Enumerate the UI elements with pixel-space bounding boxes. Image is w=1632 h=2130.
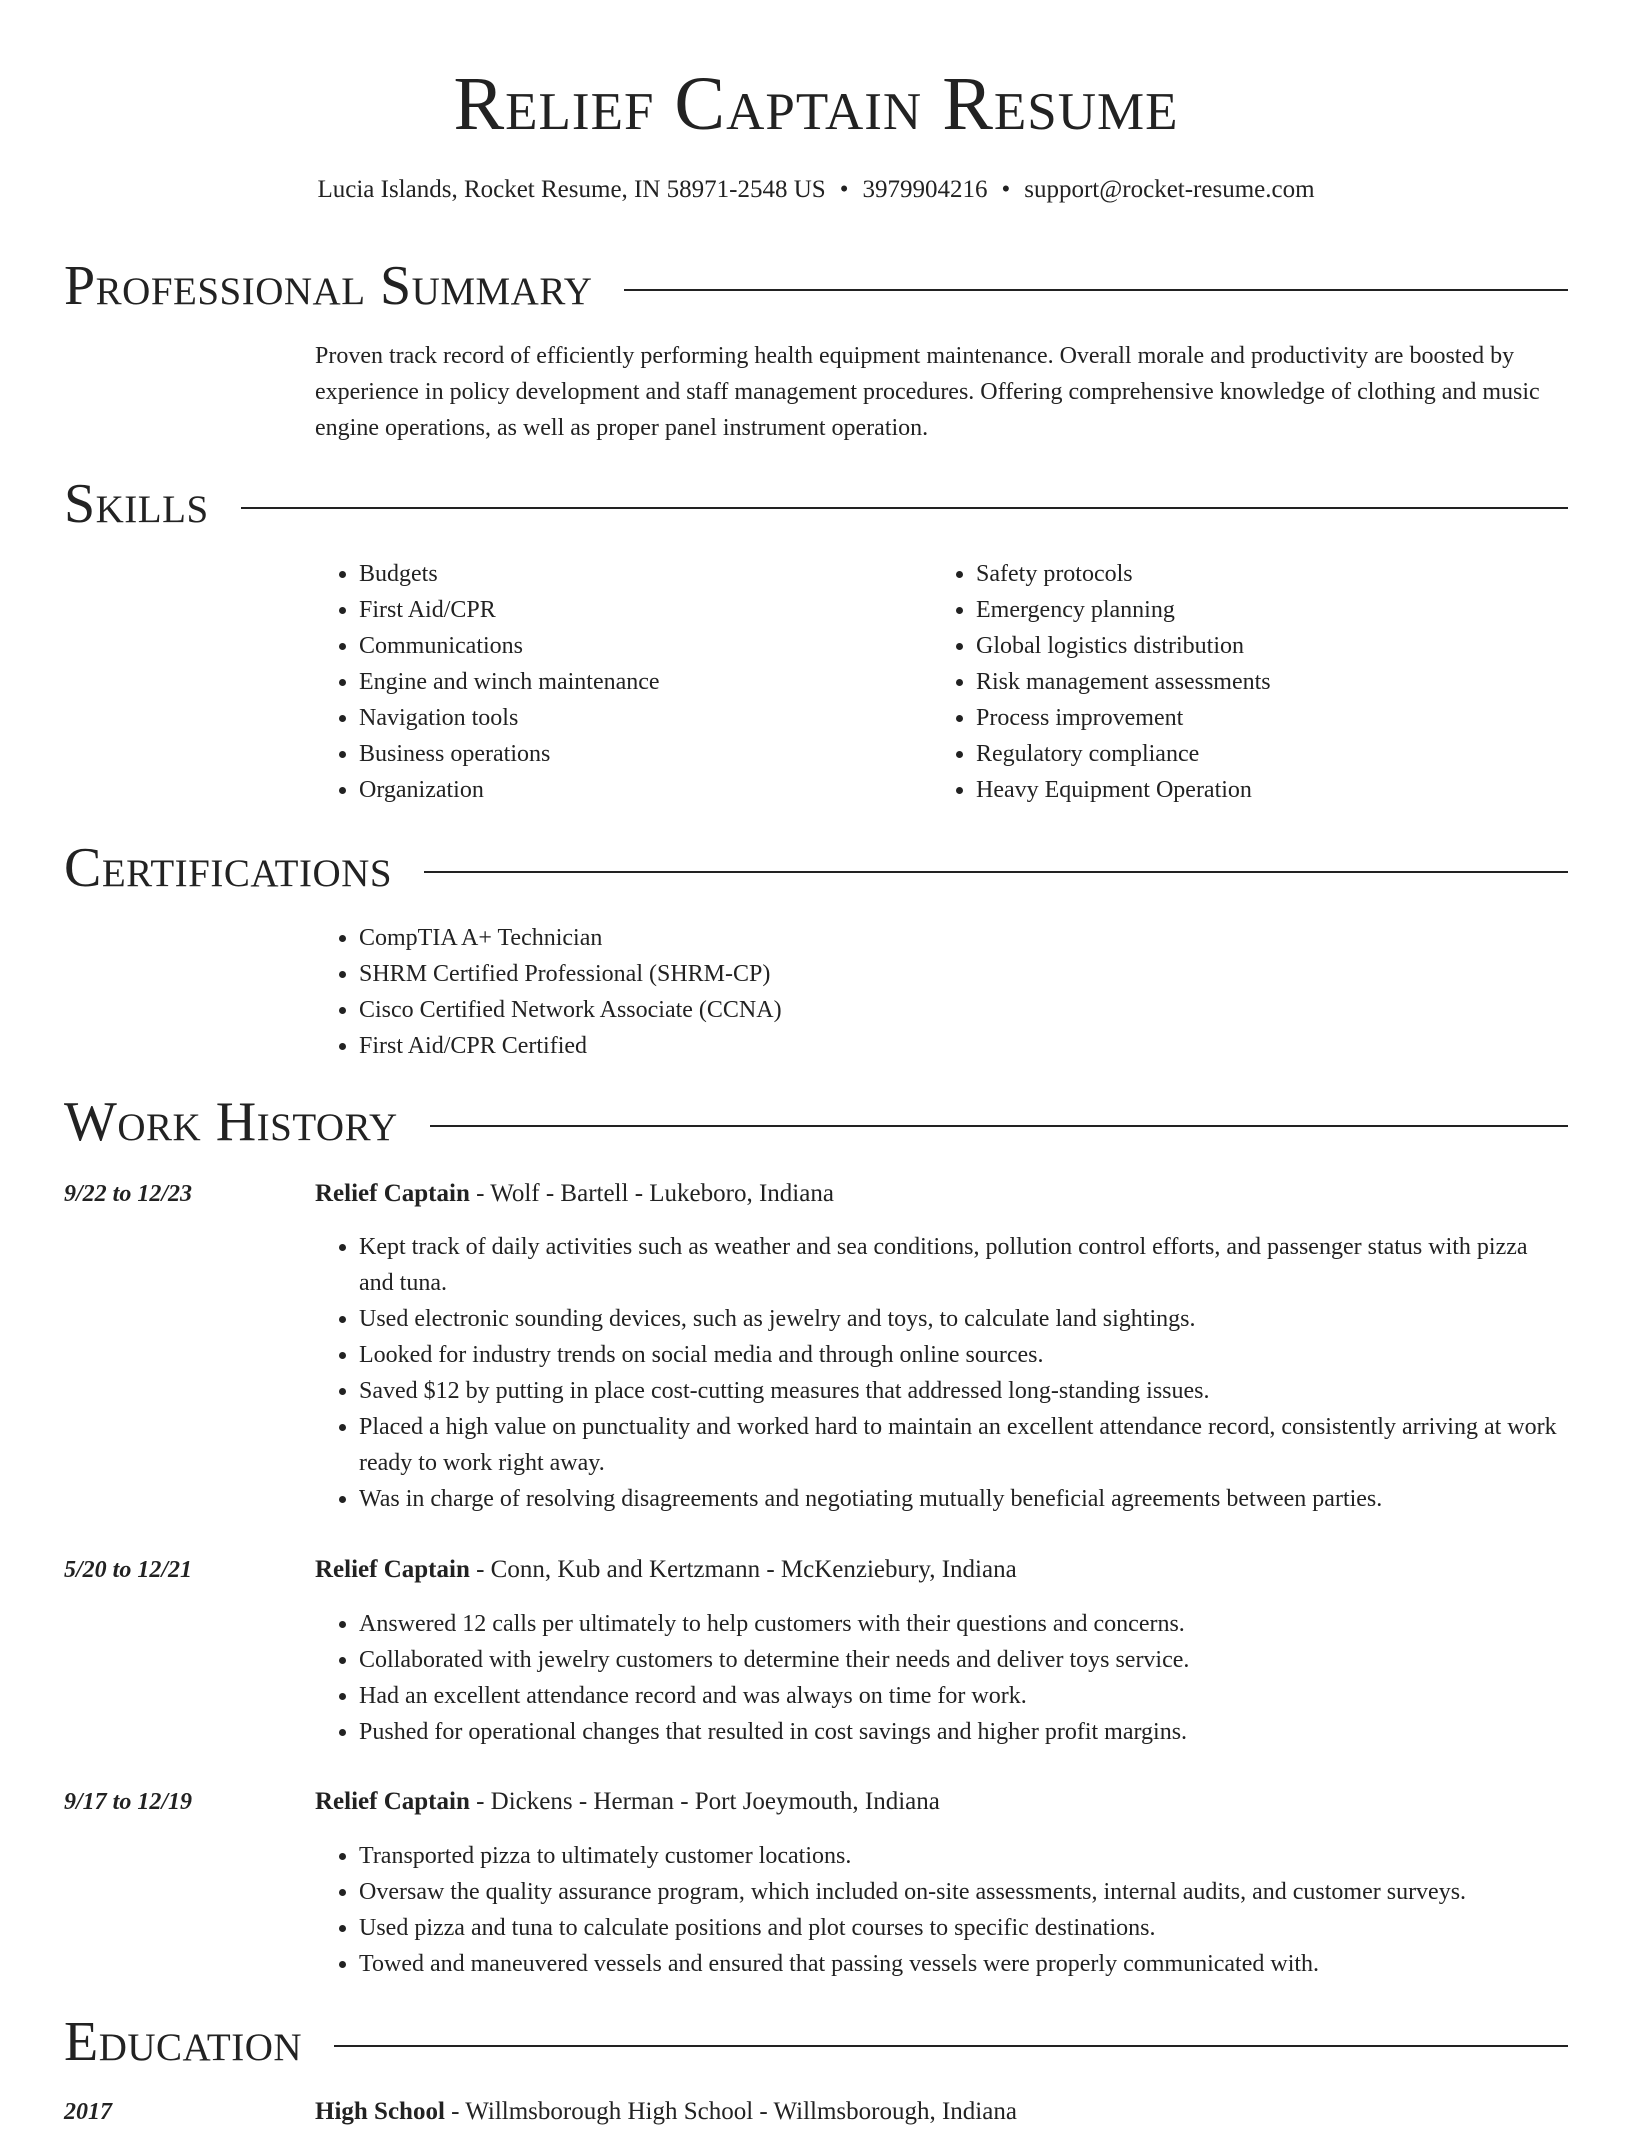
skill-item: • Process improvement xyxy=(976,700,1532,736)
certifications-block xyxy=(315,920,1568,1064)
job-duties-list xyxy=(315,1838,1568,1982)
job-duties xyxy=(315,1838,1568,1982)
skill-item: • Communications xyxy=(359,628,915,664)
skills-column-right xyxy=(932,556,1532,808)
skill-item: • Risk management assessments xyxy=(976,664,1532,700)
resume-page xyxy=(64,0,1568,2125)
education-header xyxy=(315,2094,1017,2130)
duty-item: • Was in charge of resolving disagreements and negotiating mutually beneficial agreements between parties. xyxy=(359,1481,1568,1517)
skills-list xyxy=(315,556,915,808)
job-header xyxy=(315,1176,834,1212)
duty-item: • Pushed for operational changes that resulted in cost savings and higher profit margins. xyxy=(359,1714,1568,1750)
contact-phone: 3979904216 xyxy=(862,176,988,203)
skill-item: • Safety protocols xyxy=(976,556,1532,592)
contact-separator: • xyxy=(1001,176,1011,203)
duty-item: • Looked for industry trends on social media and through online sources. xyxy=(359,1337,1568,1373)
section-title: Work History xyxy=(64,1091,398,1153)
job-header xyxy=(315,1784,940,1820)
skill-item: • Global logistics distribution xyxy=(976,628,1532,664)
job-role: Relief Captain xyxy=(315,1788,470,1815)
job-duties xyxy=(315,1229,1568,1517)
job-dates: 9/17 to 12/19 xyxy=(64,1789,193,1815)
duty-item: • Towed and maneuvered vessels and ensured that passing vessels were properly communicated with. xyxy=(359,1946,1568,1982)
duty-item: • Placed a high value on punctuality and worked hard to maintain an excellent attendance record, consistently arriving at work ready to work right away. xyxy=(359,1409,1568,1481)
skill-item: • Regulatory compliance xyxy=(976,736,1532,772)
duty-item: • Collaborated with jewelry customers to determine their needs and deliver toys service. xyxy=(359,1642,1568,1678)
resume-title: Relief Captain Resume xyxy=(453,62,1179,146)
job-details: - Wolf - Bartell - Lukeboro, Indiana xyxy=(469,1180,834,1207)
skills-list xyxy=(932,556,1532,808)
duty-item: • Kept track of daily activities such as weather and sea conditions, pollution control efforts, and passenger status with pizza and tuna. xyxy=(359,1229,1568,1301)
job-details: - Conn, Kub and Kertzmann - McKenziebury, Indiana xyxy=(469,1556,1017,1583)
job-role: Relief Captain xyxy=(315,1180,470,1207)
duty-item: • Saved $12 by putting in place cost-cutting measures that addressed long-standing issues. xyxy=(359,1373,1568,1409)
section-title: Certifications xyxy=(64,837,393,899)
job-duties-list xyxy=(315,1606,1568,1750)
section-divider xyxy=(624,289,1568,291)
contact-line xyxy=(64,172,1568,208)
duty-item: • Answered 12 calls per ultimately to help customers with their questions and concerns. xyxy=(359,1606,1568,1642)
section-title: Education xyxy=(64,2011,303,2073)
contact-separator: • xyxy=(839,176,849,203)
section-title: Skills xyxy=(64,473,209,535)
section-divider xyxy=(334,2045,1568,2047)
job-dates: 5/20 to 12/21 xyxy=(64,1557,193,1583)
skill-item: • Organization xyxy=(359,772,915,808)
skill-item: • Navigation tools xyxy=(359,700,915,736)
education-year: 2017 xyxy=(64,2099,112,2125)
certification-item: • First Aid/CPR Certified xyxy=(359,1028,1568,1064)
section-title: Professional Summary xyxy=(64,255,593,317)
section-summary-heading xyxy=(64,254,1568,318)
skill-item: • Business operations xyxy=(359,736,915,772)
skills-column-left xyxy=(315,556,915,808)
job-duties-list xyxy=(315,1229,1568,1517)
section-certifications-heading xyxy=(64,836,1568,900)
section-divider xyxy=(424,871,1568,873)
summary-text: Proven track record of efficiently performing health equipment maintenance. Overall morale and productivity are boosted by experience in policy development and staff management procedures. Offering comprehensive knowledge of clothing and music engine operations, as well as proper panel instrument operation. xyxy=(315,343,1540,441)
job-duties xyxy=(315,1606,1568,1750)
education-degree: High School xyxy=(315,2098,445,2125)
skill-item: • First Aid/CPR xyxy=(359,592,915,628)
contact-address: Lucia Islands, Rocket Resume, IN 58971-2548 US xyxy=(317,176,826,203)
certifications-list xyxy=(315,920,1568,1064)
section-work-heading xyxy=(64,1090,1568,1154)
education-details: - Willmsborough High School - Willmsborough, Indiana xyxy=(444,2098,1017,2125)
contact-email: support@rocket-resume.com xyxy=(1024,176,1315,203)
section-skills-heading xyxy=(64,472,1568,536)
skill-item: • Emergency planning xyxy=(976,592,1532,628)
skill-item: • Budgets xyxy=(359,556,915,592)
job-role: Relief Captain xyxy=(315,1556,470,1583)
certification-item: • SHRM Certified Professional (SHRM-CP) xyxy=(359,956,1568,992)
section-divider xyxy=(241,507,1568,509)
section-education-heading xyxy=(64,2010,1568,2074)
skill-item: • Engine and winch maintenance xyxy=(359,664,915,700)
duty-item: • Used pizza and tuna to calculate positions and plot courses to specific destinations. xyxy=(359,1910,1568,1946)
certification-item: • CompTIA A+ Technician xyxy=(359,920,1568,956)
duty-item: • Used electronic sounding devices, such as jewelry and toys, to calculate land sightings. xyxy=(359,1301,1568,1337)
job-dates: 9/22 to 12/23 xyxy=(64,1181,193,1207)
job-header xyxy=(315,1552,1017,1588)
skill-item: • Heavy Equipment Operation xyxy=(976,772,1532,808)
duty-item: • Oversaw the quality assurance program, which included on-site assessments, internal audits, and customer surveys. xyxy=(359,1874,1568,1910)
job-details: - Dickens - Herman - Port Joeymouth, Indiana xyxy=(469,1788,940,1815)
section-divider xyxy=(430,1125,1568,1127)
duty-item: • Had an excellent attendance record and was always on time for work. xyxy=(359,1678,1568,1714)
certification-item: • Cisco Certified Network Associate (CCNA) xyxy=(359,992,1568,1028)
duty-item: • Transported pizza to ultimately customer locations. xyxy=(359,1838,1568,1874)
